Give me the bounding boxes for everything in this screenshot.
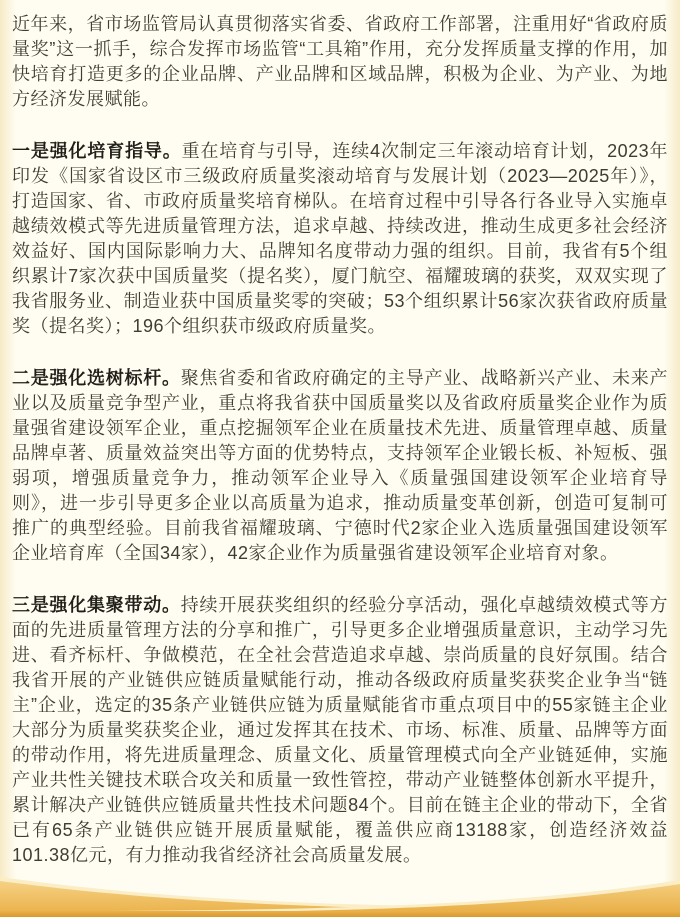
paragraph-point-2-lead: 二是强化选树标杆。 <box>12 368 181 388</box>
wave-bottom-band <box>0 911 680 917</box>
paragraph-point-1 <box>12 139 668 339</box>
paragraph-point-3-text: 持续开展获奖组织的经验分享活动，强化卓越绩效模式等方面的先进质量管理方法的分享和推广，引导更多企业增强质量意识，主动学习先进、看齐标杆、争做模范，在全社会营造追求卓越、崇尚质量的良好氛围。结合我省开展的产业链供应链质量赋能行动，推动各级政府质量奖获奖企业争当“链主”企业，选定的35条产业链供应链为质量赋能省市重点项目中的55家链主企业大部分为质量奖获奖企业，通过发挥其在技术、市场、标准、质量、品牌等方面的带动作用，将先进质量理念、质量文化、质量管理模式向全产业链延伸，实施产业共性关键技术联合攻关和质量一致性管控，带动产业链整体创新水平提升，累计解决产业链供应链质量共性技术问题84个。目前在链主企业的带动下，全省已有65条产业链供应链开展质量赋能，覆盖供应商13188家，创造经济效益101.38亿元，有力推动我省经济社会高质量发展。 <box>12 595 668 865</box>
paragraph-point-1-lead: 一是强化培育指导。 <box>12 141 182 161</box>
paragraph-point-3-lead: 三是强化集聚带动。 <box>12 595 181 615</box>
article-body <box>12 12 668 868</box>
paragraph-point-1-text: 重在培育与引导，连续4次制定三年滚动培育计划，2023年印发《国家省设区市三级政府质量奖滚动培育与发展计划（2023—2025年）》，打造国家、省、市政府质量奖培育梯队。在培育过程中引导各行各业导入实施卓越绩效模式等先进质量管理方法，追求卓越、持续改进，推动生成更多社会经济效益好、国内国际影响力大、品牌知名度带动力强的组织。目前，我省有5个组织累计7家次获中国质量奖（提名奖），厦门航空、福耀玻璃的获奖，双双实现了我省服务业、制造业获中国质量奖零的突破；53个组织累计56家次获省政府质量奖（提名奖）；196个组织获市级政府质量奖。 <box>12 141 668 336</box>
paragraph-intro-text: 近年来，省市场监管局认真贯彻落实省委、省政府工作部署，注重用好“省政府质量奖”这一抓手，综合发挥市场监管“工具箱”作用，充分发挥质量支撑的作用，加快培育打造更多的企业品牌、产业品牌和区域品牌，积极为企业、为产业、为地方经济发展赋能。 <box>12 14 668 109</box>
bottom-wave-decoration <box>0 867 680 917</box>
paragraph-point-2 <box>12 366 668 566</box>
paragraph-point-3 <box>12 593 668 868</box>
paragraph-intro <box>12 12 668 112</box>
paragraph-point-2-text: 聚焦省委和省政府确定的主导产业、战略新兴产业、未来产业以及质量竞争型产业，重点将我省获中国质量奖以及省政府质量奖企业作为质量强省建设领军企业，重点挖掘领军企业在质量技术先进、质量管理卓越、质量品牌卓著、质量效益突出等方面的优势特点，支持领军企业锻长板、补短板、强弱项，增强质量竞争力，推动领军企业导入《质量强国建设领军企业培育导则》，进一步引导更多企业以高质量为追求，推动质量变革创新，创造可复制可推广的典型经验。目前我省福耀玻璃、宁德时代2家企业入选质量强国建设领军企业培育库（全国34家），42家企业作为质量强省建设领军企业培育对象。 <box>12 368 668 563</box>
